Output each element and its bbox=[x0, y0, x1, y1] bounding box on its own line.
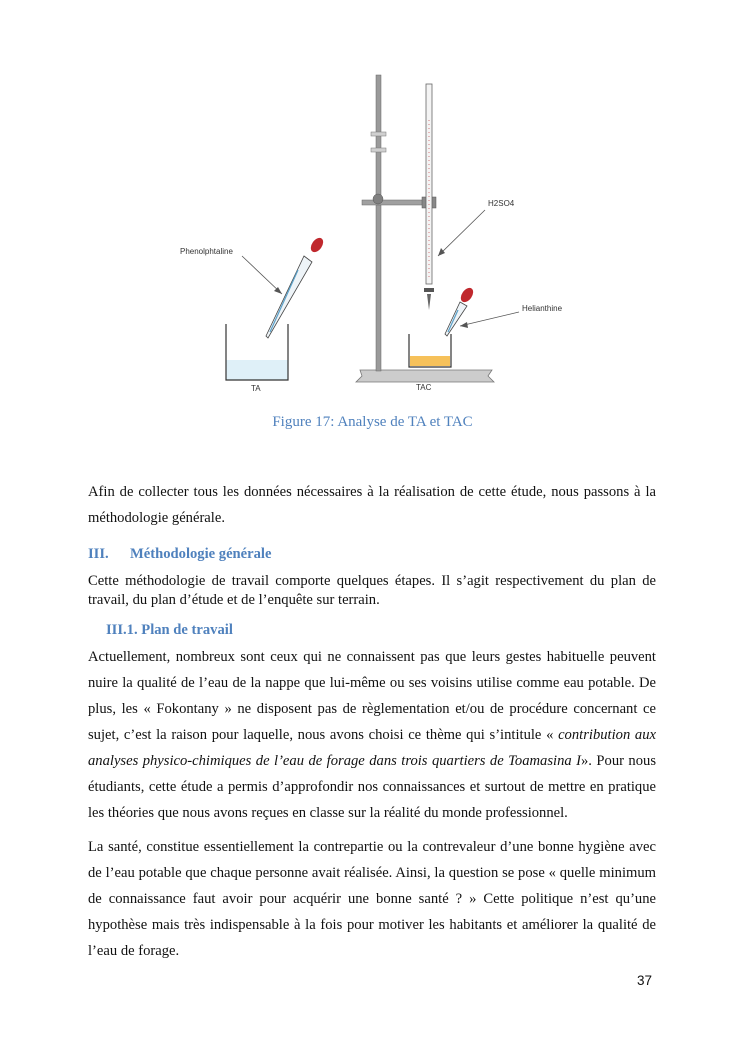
pipette-bulb-left bbox=[308, 236, 325, 255]
section-heading bbox=[88, 546, 271, 563]
ta-label: TA bbox=[251, 384, 261, 393]
figure-caption: Figure 17: Analyse de TA et TAC bbox=[272, 414, 473, 430]
section-number: III. bbox=[88, 546, 109, 562]
solution-ta bbox=[226, 360, 288, 380]
section-title: Méthodologie générale bbox=[130, 546, 272, 562]
helianthine-arrow bbox=[460, 312, 519, 326]
helianthine-arrowhead bbox=[460, 322, 468, 328]
titration-apparatus-figure bbox=[170, 70, 580, 400]
retort-stand bbox=[356, 75, 494, 382]
paragraph-1-text-a: Actuellement, nombreux sont ceux qui ne connaissent pas que leurs gestes habituelle peuvent nuire la qualité de l’eau de la nappe que lui-même ou ses voisins utilise comme eau potable. De plus, les « Fokontany » ne disposent pas de règlementation et/ou de procédure concernant ce sujet, c’est la raison pour laquelle, nous avons choisi ce thème qui s’intitule « bbox=[88, 649, 656, 743]
page-number: 37 bbox=[637, 973, 653, 988]
subsection-heading: III.1. Plan de travail bbox=[106, 622, 233, 638]
h2so4-label: H2SO4 bbox=[488, 199, 515, 208]
pipette-bulb-right bbox=[458, 286, 475, 305]
phenolphtaline-label: Phenolphtaline bbox=[180, 247, 233, 256]
beaker-ta bbox=[226, 324, 288, 380]
solution-tac bbox=[410, 356, 450, 366]
beaker-tac bbox=[409, 334, 451, 367]
intro-paragraph: Afin de collecter tous les données nécessaires à la réalisation de cette étude, nous passons à la méthodologie générale. bbox=[88, 484, 656, 526]
h2so4-arrow bbox=[438, 210, 485, 256]
tac-label: TAC bbox=[416, 383, 432, 392]
subsection-paragraph-2: La santé, constitue essentiellement la contrepartie ou la contrevaleur d’une bonne hygiène avec de l’eau potable que chaque personne avait réalisée. Ainsi, la question se pose « quelle minimum de connaissance faut avoir pour acquérir une bonne santé ? » Cette politique n’est qu’une hypothèse mais très indispensable à la fois pour motiver les habitants et améliorer la qualité de l’eau de forage. bbox=[88, 839, 656, 959]
paragraph-1-text-b: ». Pour nous étudiants, cette étude a permis d’approfondir nos connaissances et surtout de mettre en pratique les théories que nous avons reçues en classe sur la réalité du monde professionnel. bbox=[88, 753, 656, 821]
subsection-paragraph-1 bbox=[88, 644, 656, 826]
phenolphtaline-arrow bbox=[242, 256, 282, 294]
study-title-italic: contribution aux analyses physico-chimiques de l’eau de forage dans trois quartiers de Toamasina I bbox=[88, 727, 656, 769]
h2so4-arrowhead bbox=[438, 248, 445, 256]
section-paragraph: Cette méthodologie de travail comporte quelques étapes. Il s’agit respectivement du plan de travail, du plan d’étude et de l’enquête sur terrain. bbox=[88, 573, 656, 608]
pipette-right bbox=[445, 286, 476, 336]
helianthine-label: Helianthine bbox=[522, 304, 563, 313]
